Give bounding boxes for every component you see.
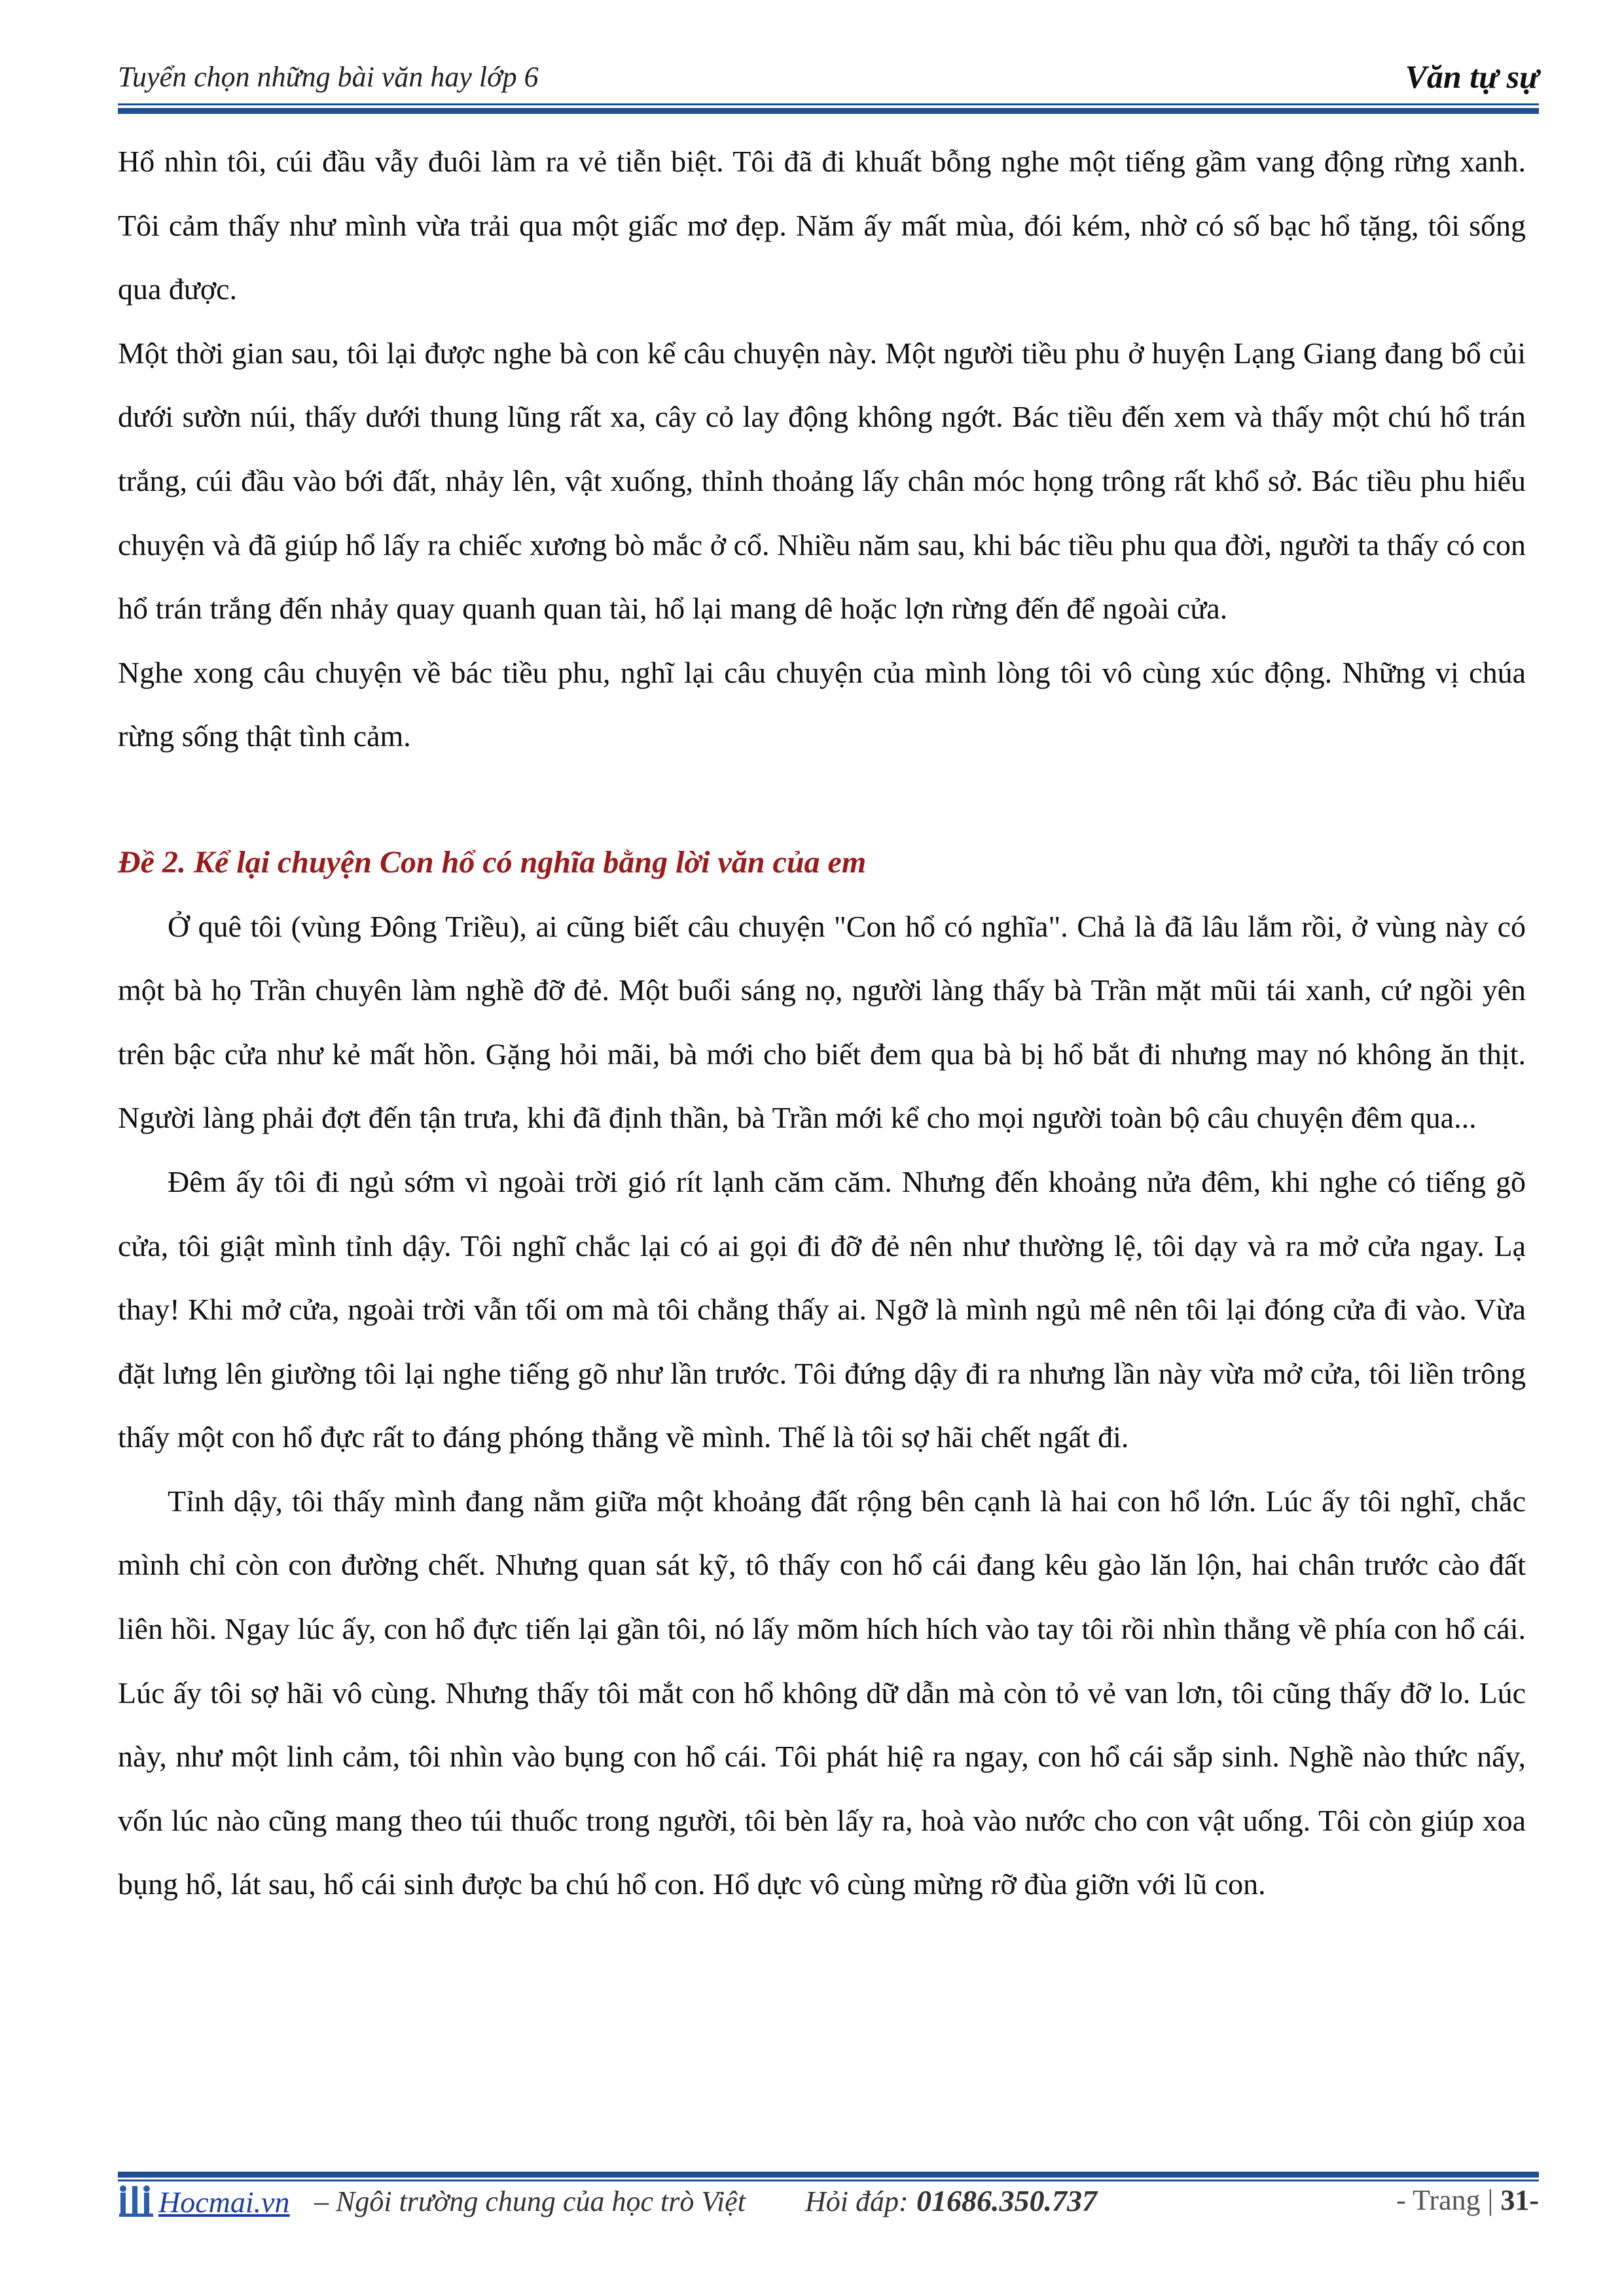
hotline-number: 01686.350.737	[916, 2184, 1097, 2217]
page-number	[1396, 2183, 1539, 2217]
paragraph: Nghe xong câu chuyện về bác tiều phu, nghĩ lại câu chuyện của mình lòng tôi vô cùng xúc động. Những vị chúa rừng sống thật tình cảm.	[118, 655, 1526, 753]
site-link[interactable]: Hocmai.vn	[158, 2185, 290, 2219]
spacer	[118, 768, 1526, 831]
paragraph: Ở quê tôi (vùng Đông Triều), ai cũng biết câu chuyện "Con hổ có nghĩa". Chả là đã lâu lắm rồi, ở vùng này có một bà họ Trần chuyên làm nghề đỡ đẻ. Một buổi sáng nọ, người làng thấy bà Trần mặt mũi tái xanh, cứ ngồi yên trên bậc cửa như kẻ mất hồn. Gặng hỏi mãi, bà mới cho biết đem qua bà bị hổ bắt đi nhưng may nó không ăn thịt. Người làng phải đợt đến tận trưa, khi đã định thần, bà Trần mới kể cho mọi người toàn bộ câu chuyện đêm qua...	[118, 909, 1526, 1135]
hocmai-logo-icon	[118, 2183, 156, 2219]
paragraph: Một thời gian sau, tôi lại được nghe bà con kể câu chuyện này. Một người tiều phu ở huyện Lạng Giang đang bổ củi dưới sườn núi, thấy dưới thung lũng rất xa, cây cỏ lay động không ngớt. Bác tiều đến xem và thấy một chú hổ trán trắng, cúi đầu vào bới đất, nhảy lên, vật xuống, thỉnh thoảng lấy chân móc họng trông rất khổ sở. Bác tiều phu hiểu chuyện và đã giúp hổ lấy ra chiếc xương bò mắc ở cổ. Nhiều năm sau, khi bác tiều phu qua đời, người ta thấy có con hổ trán trắng đến nhảy quay quanh quan tài, hổ lại mang dê hoặc lợn rừng đến để ngoài cửa.	[118, 336, 1526, 626]
document-body	[118, 130, 1526, 1916]
footer-rule-thick	[118, 2172, 1539, 2178]
paragraph: Tỉnh dậy, tôi thấy mình đang nằm giữa một khoảng đất rộng bên cạnh là hai con hổ lớn. Lúc ấy tôi nghĩ, chắc mình chỉ còn con đường chết. Nhưng quan sát kỹ, tô thấy con hổ cái đang kêu gào lăn lộn, hai chân trước cào đất liên hồi. Ngay lúc ấy, con hổ đực tiến lại gần tôi, nó lấy mõm hích hích vào tay tôi rồi nhìn thẳng về phía con hổ cái. Lúc ấy tôi sợ hãi vô cùng. Nhưng thấy tôi mắt con hổ không dữ dẫn mà còn tỏ vẻ van lơn, tôi cũng thấy đỡ lo. Lúc này, như một linh cảm, tôi nhìn vào bụng con hổ cái. Tôi phát hiệ ra ngay, con hổ cái sắp sinh. Nghề nào thức nấy, vốn lúc nào cũng mang theo túi thuốc trong người, tôi bèn lấy ra, hoà vào nước cho con vật uống. Tôi còn giúp xoa bụng hổ, lát sau, hổ cái sinh được ba chú hổ con. Hổ dực vô cùng mừng rỡ đùa giỡn với lũ con.	[118, 1484, 1526, 1901]
footer-slogan: – Ngôi trường chung của học trò Việt	[314, 2185, 746, 2217]
page-header	[118, 52, 1539, 105]
paragraph: Đêm ấy tôi đi ngủ sớm vì ngoài trời gió rít lạnh căm căm. Nhưng đến khoảng nửa đêm, khi nghe có tiếng gõ cửa, tôi giật mình tỉnh dậy. Tôi nghĩ chắc lại có ai gọi đi đỡ đẻ nên như thường lệ, tôi dạy và ra mở cửa ngay. Lạ thay! Khi mở cửa, ngoài trời vẫn tối om mà tôi chẳng thấy ai. Ngỡ là mình ngủ mê nên tôi lại đóng cửa đi vào. Vừa đặt lưng lên giường tôi lại nghe tiếng gõ như lần trước. Tôi đứng dậy đi ra nhưng lần này vừa mở cửa, tôi liền trông thấy một con hổ đực rất to đáng phóng thẳng về mình. Thế là tôi sợ hãi chết ngất đi.	[118, 1164, 1526, 1454]
section-title: Văn tự sự	[1405, 58, 1539, 95]
page-prefix: - Trang |	[1396, 2184, 1494, 2216]
book-title: Tuyển chọn những bài văn hay lớp 6	[118, 61, 539, 93]
header-rule-thin	[118, 103, 1539, 105]
hotline-label: Hỏi đáp:	[805, 2185, 909, 2217]
header-rule-thick	[118, 108, 1539, 114]
paragraph: Hổ nhìn tôi, cúi đầu vẫy đuôi làm ra vẻ tiễn biệt. Tôi đã đi khuất bỗng nghe một tiếng gầm vang động rừng xanh. Tôi cảm thấy như mình vừa trải qua một giấc mơ đẹp. Năm ấy mất mùa, đói kém, nhờ có số bạc hổ tặng, tôi sống qua được.	[118, 145, 1526, 306]
section-heading: Đề 2. Kể lại chuyện Con hổ có nghĩa bằng lời văn của em	[118, 844, 867, 880]
page-number-value: 31-	[1500, 2184, 1539, 2216]
page-footer	[118, 2179, 1539, 2232]
